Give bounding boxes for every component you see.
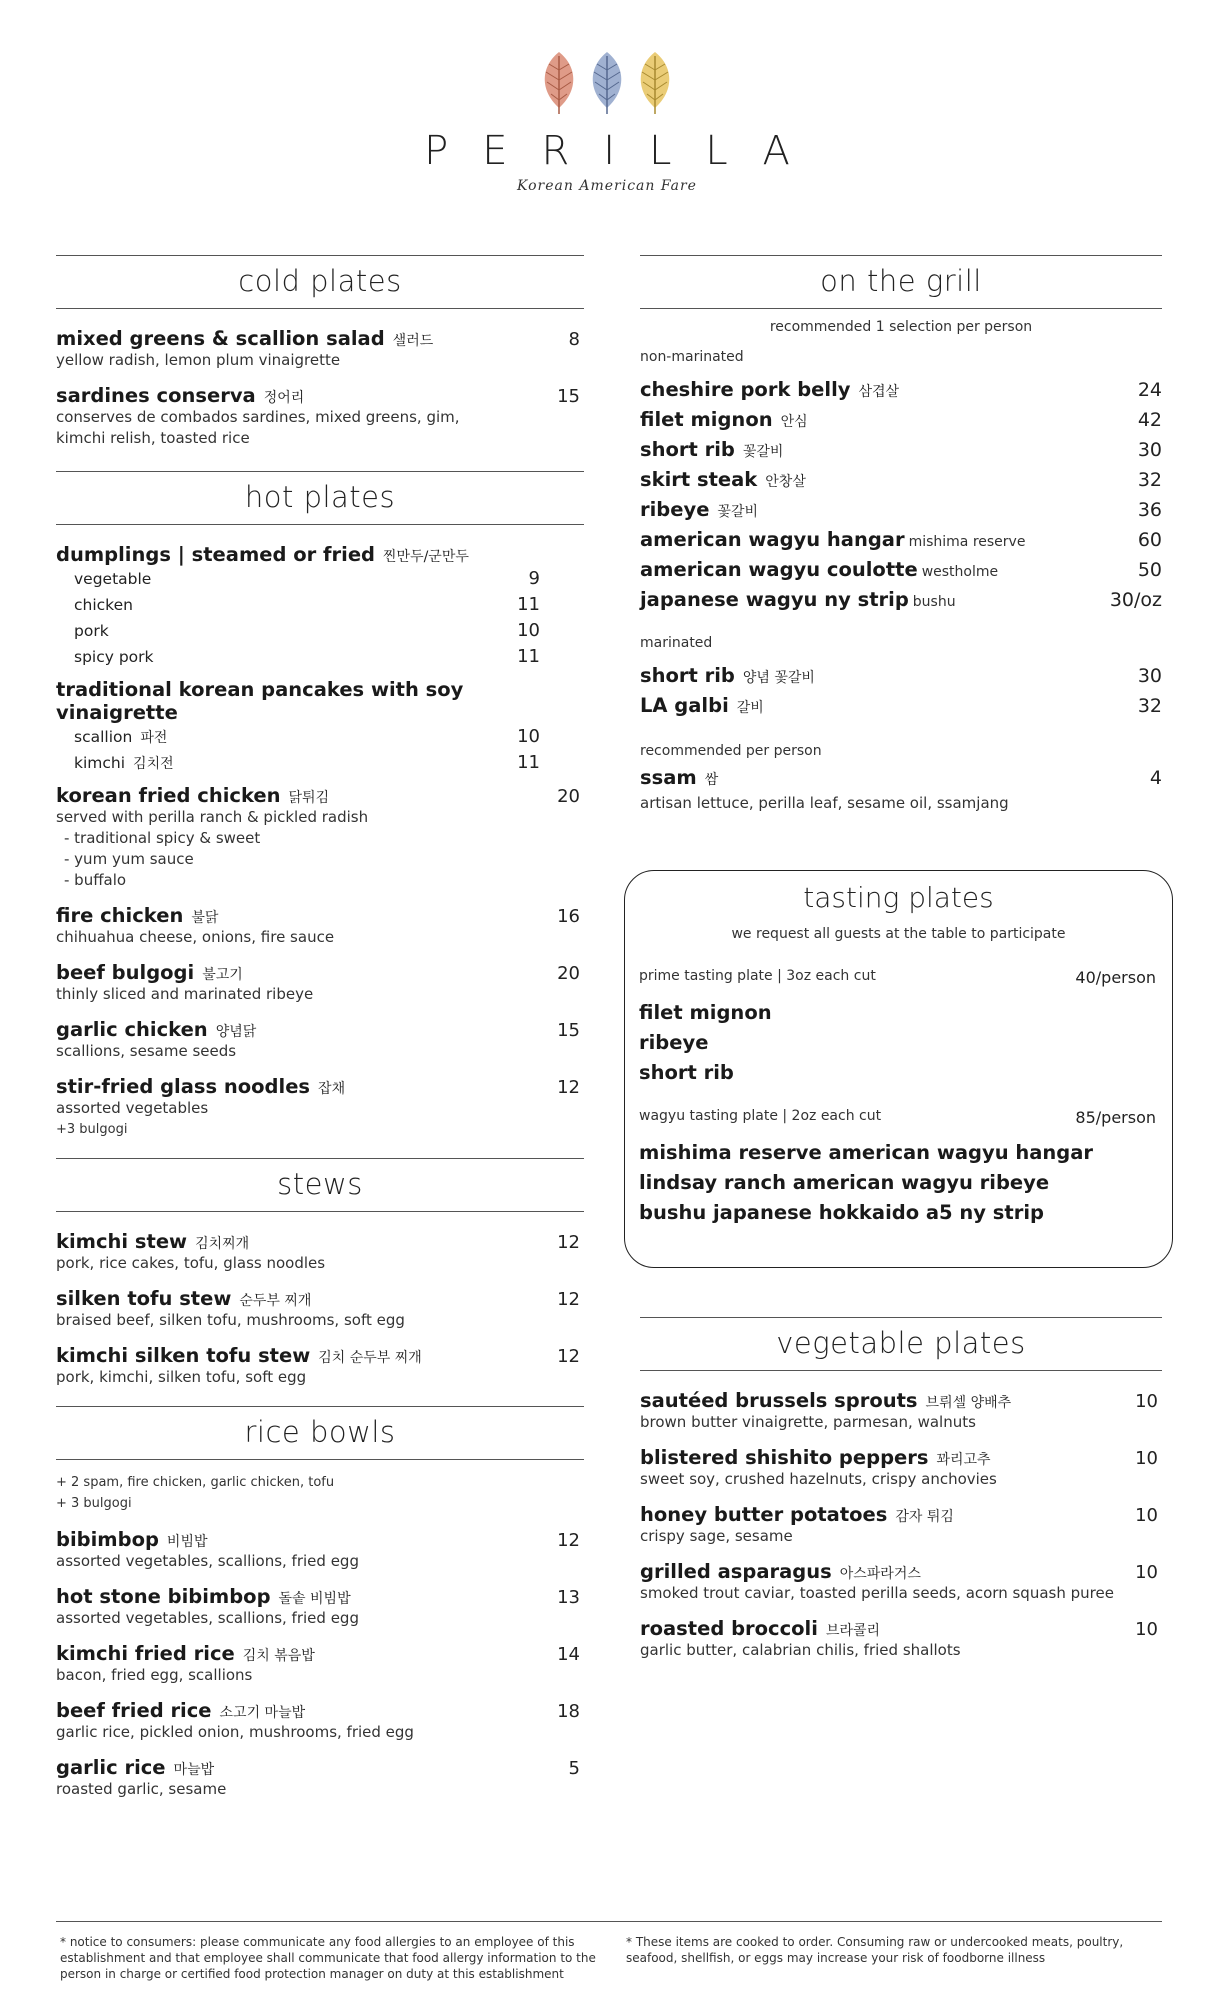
tasting-plate-header <box>639 1108 1158 1127</box>
item-korean-name: 브뤼셀 양배추 <box>925 1395 1012 1411</box>
item-name: sautéed brussels sprouts <box>640 1389 918 1412</box>
item-korean-name: 꽃갈비 <box>742 444 784 460</box>
right-column <box>640 255 1162 814</box>
grill-item <box>640 405 1162 435</box>
item-name: short rib <box>640 664 735 687</box>
item-korean-name: 닭튀김 <box>288 790 330 806</box>
item-price: 12 <box>557 1077 580 1098</box>
menu-item <box>56 327 584 371</box>
item-price: 50 <box>1137 559 1162 581</box>
item-description: artisan lettuce, perilla leaf, sesame oil, ssamjang <box>640 794 1009 812</box>
item-price: 32 <box>1137 469 1162 491</box>
item-name: beef fried rice <box>56 1699 212 1722</box>
footer <box>56 1921 1162 1981</box>
option-row <box>56 618 544 644</box>
item-name: sardines conserva <box>56 384 256 407</box>
tasting-plate-price: 40/person <box>1075 968 1156 987</box>
item-description: thinly sliced and marinated ribeye <box>56 985 314 1003</box>
menu-item <box>56 1699 584 1743</box>
item-addon: +3 bulgogi <box>56 1122 128 1137</box>
allergy-notice: * notice to consumers: please communicate any food allergies to an employee of this establishment and that employee shall communicate that food allergy information to the person in charge or certified food protection manager on duty at this establishment <box>60 1935 596 1981</box>
option-label: spicy pork <box>74 648 154 666</box>
sauce-option: - yum yum sauce <box>64 850 194 868</box>
sauce-option: - buffalo <box>64 871 127 889</box>
item-price: 30 <box>1137 439 1162 461</box>
item-description: garlic rice, pickled onion, mushrooms, fried egg <box>56 1723 414 1741</box>
item-description: assorted vegetables, scallions, fried egg <box>56 1552 359 1570</box>
item-korean-name: 김치 볶음밥 <box>242 1648 315 1664</box>
option-price: 10 <box>517 620 540 641</box>
item-description: pork, rice cakes, tofu, glass noodles <box>56 1254 326 1272</box>
blue-leaf-icon <box>585 50 629 116</box>
menu-item <box>640 1389 1162 1433</box>
section-title-on-the-grill: on the grill <box>640 255 1162 309</box>
item-name: silken tofu stew <box>56 1287 232 1310</box>
item-name: mixed greens & scallion salad <box>56 327 385 350</box>
grill-item <box>640 661 1162 691</box>
tasting-subtitle: we request all guests at the table to participate <box>731 926 1066 942</box>
item-korean-name: 양념 꽃갈비 <box>742 670 815 686</box>
item-name: honey butter potatoes <box>640 1503 888 1526</box>
option-label: scallion <box>74 728 133 746</box>
item-korean-name: 비빔밥 <box>166 1534 208 1550</box>
option-korean-name: 파전 <box>140 730 168 746</box>
item-price: 24 <box>1137 379 1162 401</box>
item-korean-name: 꽃갈비 <box>717 504 758 520</box>
group-label-per-person: recommended per person <box>640 743 822 759</box>
tasting-plate-label: wagyu tasting plate | 2oz each cut <box>639 1108 882 1124</box>
sauce-option: - traditional spicy & sweet <box>64 829 261 847</box>
item-name: stir-fried glass noodles <box>56 1075 311 1098</box>
logo <box>0 50 1214 122</box>
tasting-cut: mishima reserve american wagyu hangar <box>639 1141 1094 1164</box>
vegetable-plates-list <box>640 1371 1162 1661</box>
item-description: smoked trout caviar, toasted perilla seeds, acorn squash puree <box>640 1584 1114 1602</box>
menu-item <box>56 1018 584 1062</box>
menu-item <box>56 961 584 1005</box>
item-name: kimchi silken tofu stew <box>56 1344 311 1367</box>
addon-line: + 2 spam, fire chicken, garlic chicken, tofu <box>56 1475 335 1490</box>
option-label: kimchi <box>74 754 126 772</box>
menu-item-fried-chicken <box>56 784 584 891</box>
item-korean-name: 찐만두/군만두 <box>383 549 469 565</box>
grill-item <box>640 585 1162 615</box>
item-korean-name: 안창살 <box>765 474 806 490</box>
item-source: mishima reserve <box>908 534 1026 550</box>
hot-plates-list <box>56 525 584 1140</box>
option-row <box>56 644 544 670</box>
item-korean-name: 불닭 <box>191 910 219 926</box>
item-description: pork, kimchi, silken tofu, soft egg <box>56 1368 307 1386</box>
menu-item <box>640 1560 1162 1604</box>
tasting-cut: filet mignon <box>639 1001 772 1024</box>
item-korean-name: 돌솥 비빔밥 <box>278 1591 351 1607</box>
item-price: 12 <box>557 1232 580 1253</box>
item-name: garlic chicken <box>56 1018 208 1041</box>
item-name: dumplings | steamed or fried <box>56 543 376 566</box>
menu-item <box>56 384 584 449</box>
section-title-vegetable-plates: vegetable plates <box>640 1317 1162 1371</box>
item-name: korean fried chicken <box>56 784 281 807</box>
option-price: 10 <box>517 726 540 747</box>
tasting-cut: short rib <box>639 1061 734 1084</box>
section-title-cold-plates: cold plates <box>56 255 584 309</box>
item-korean-name: 갈비 <box>736 700 764 716</box>
item-name: grilled asparagus <box>640 1560 832 1583</box>
item-name: filet mignon <box>640 408 773 431</box>
item-description: chihuahua cheese, onions, fire sauce <box>56 928 335 946</box>
item-price: 5 <box>568 1758 580 1779</box>
item-price: 15 <box>557 386 580 407</box>
item-price: 32 <box>1137 695 1162 717</box>
item-korean-name: 감자 튀김 <box>895 1509 954 1525</box>
item-price: 30/oz <box>1109 589 1162 611</box>
menu-item-pancakes <box>56 678 584 776</box>
item-price: 8 <box>568 329 580 350</box>
option-label: pork <box>74 622 109 640</box>
option-price: 9 <box>528 568 540 589</box>
stews-list <box>56 1212 584 1388</box>
group-label-non-marinated: non-marinated <box>640 349 744 365</box>
item-description: brown butter vinaigrette, parmesan, walnuts <box>640 1413 976 1431</box>
item-korean-name: 안심 <box>780 414 808 430</box>
item-korean-name: 불고기 <box>202 967 243 983</box>
addon-line: + 3 bulgogi <box>56 1496 132 1511</box>
item-price: 60 <box>1137 529 1162 551</box>
grill-item <box>640 555 1162 585</box>
menu-item <box>56 1230 584 1274</box>
menu-item <box>56 1585 584 1629</box>
option-row <box>56 750 544 776</box>
item-name: beef bulgogi <box>56 961 195 984</box>
item-description: garlic butter, calabrian chilis, fried shallots <box>640 1641 961 1659</box>
raw-food-warning: * These items are cooked to order. Consuming raw or undercooked meats, poultry, seafood, shellfish, or eggs may increase your risk of foodborne illness <box>626 1935 1124 1965</box>
item-name: ssam <box>640 766 697 789</box>
grill-item <box>640 763 1162 793</box>
item-description: bacon, fried egg, scallions <box>56 1666 253 1684</box>
grill-item <box>640 691 1162 721</box>
section-title-tasting-plates: tasting plates <box>803 881 994 914</box>
item-source: bushu <box>912 594 956 610</box>
item-name: roasted broccoli <box>640 1617 818 1640</box>
menu-item <box>56 904 584 948</box>
cold-plates-list <box>56 309 584 449</box>
tasting-cut: ribeye <box>639 1031 709 1054</box>
item-korean-name: 꽈리고추 <box>936 1452 991 1468</box>
option-row <box>56 724 544 750</box>
grill-item <box>640 465 1162 495</box>
section-title-hot-plates: hot plates <box>56 471 584 525</box>
item-name: skirt steak <box>640 468 758 491</box>
item-price: 15 <box>557 1020 580 1041</box>
item-name: japanese wagyu ny strip <box>640 588 909 611</box>
yellow-leaf-icon <box>633 50 677 116</box>
item-korean-name: 양념닭 <box>215 1024 257 1040</box>
tasting-cut: lindsay ranch american wagyu ribeye <box>639 1171 1050 1194</box>
menu-item <box>640 1503 1162 1547</box>
red-leaf-icon <box>537 50 581 116</box>
item-korean-name: 마늘밥 <box>173 1762 215 1778</box>
menu-item <box>56 1287 584 1331</box>
item-description: roasted garlic, sesame <box>56 1780 227 1798</box>
tasting-plate-header <box>639 968 1158 987</box>
grill-item <box>640 375 1162 405</box>
ssam-item <box>640 763 1162 814</box>
item-name: american wagyu hangar <box>640 528 905 551</box>
item-name: traditional korean pancakes with soy vinaigrette <box>56 678 464 724</box>
item-name: LA galbi <box>640 694 729 717</box>
item-price: 12 <box>557 1289 580 1310</box>
item-korean-name: 잡채 <box>318 1081 346 1097</box>
item-price: 10 <box>1135 1391 1158 1412</box>
item-price: 30 <box>1137 665 1162 687</box>
item-price: 10 <box>1135 1619 1158 1640</box>
menu-item <box>56 1756 584 1800</box>
item-korean-name: 정어리 <box>263 390 305 406</box>
item-price: 36 <box>1137 499 1162 521</box>
item-price: 12 <box>557 1530 580 1551</box>
tasting-plates-box <box>624 870 1173 1268</box>
item-price: 16 <box>557 906 580 927</box>
marinated-list <box>640 661 1162 721</box>
grill-subtitle: recommended 1 selection per person <box>769 319 1033 335</box>
item-name: american wagyu coulotte <box>640 558 918 581</box>
grill-item <box>640 495 1162 525</box>
item-price: 20 <box>557 963 580 984</box>
item-name: ribeye <box>640 498 710 521</box>
item-name: short rib <box>640 438 735 461</box>
menu-header <box>0 50 1214 194</box>
item-korean-name: 샐러드 <box>392 333 434 349</box>
item-description: conserves de combados sardines, mixed greens, gim, kimchi relish, toasted rice <box>56 408 460 447</box>
vegetable-plates-section <box>640 1317 1162 1674</box>
item-price: 13 <box>557 1587 580 1608</box>
item-price: 10 <box>1135 1448 1158 1469</box>
menu-item <box>640 1617 1162 1661</box>
item-price: 42 <box>1137 409 1162 431</box>
item-price: 10 <box>1135 1505 1158 1526</box>
item-name: bibimbop <box>56 1528 159 1551</box>
item-price: 4 <box>1149 767 1162 789</box>
item-name: kimchi fried rice <box>56 1642 235 1665</box>
section-title-rice-bowls: rice bowls <box>56 1406 584 1460</box>
item-description: assorted vegetables <box>56 1099 209 1117</box>
tasting-plate-price: 85/person <box>1075 1108 1156 1127</box>
item-price: 20 <box>557 786 580 807</box>
item-korean-name: 김치 순두부 찌개 <box>318 1350 422 1366</box>
item-description: scallions, sesame seeds <box>56 1042 237 1060</box>
menu-item <box>56 1075 584 1140</box>
item-korean-name: 삼겹살 <box>858 384 900 400</box>
menu-item <box>56 1642 584 1686</box>
item-korean-name: 아스파라거스 <box>839 1566 921 1582</box>
item-description: yellow radish, lemon plum vinaigrette <box>56 351 341 369</box>
option-label: chicken <box>74 596 133 614</box>
option-korean-name: 김치전 <box>133 756 174 772</box>
item-korean-name: 브라콜리 <box>825 1623 881 1639</box>
item-price: 10 <box>1135 1562 1158 1583</box>
non-marinated-list <box>640 375 1162 615</box>
rice-bowls-list <box>56 1460 584 1800</box>
item-name: cheshire pork belly <box>640 378 851 401</box>
item-korean-name: 소고기 마늘밥 <box>219 1705 306 1721</box>
item-description: crispy sage, sesame <box>640 1527 793 1545</box>
menu-item <box>56 1528 584 1572</box>
option-row <box>56 566 544 592</box>
item-name: hot stone bibimbop <box>56 1585 271 1608</box>
item-korean-name: 쌈 <box>704 772 719 788</box>
item-description: assorted vegetables, scallions, fried egg <box>56 1609 359 1627</box>
item-korean-name: 김치찌개 <box>195 1236 250 1252</box>
item-price: 14 <box>557 1644 580 1665</box>
option-row <box>56 592 544 618</box>
item-price: 18 <box>557 1701 580 1722</box>
item-korean-name: 순두부 찌개 <box>239 1293 312 1309</box>
menu-item-dumplings <box>56 543 584 670</box>
item-name: garlic rice <box>56 1756 166 1779</box>
section-title-stews: stews <box>56 1158 584 1212</box>
tasting-cut: bushu japanese hokkaido a5 ny strip <box>639 1201 1044 1224</box>
grill-item <box>640 525 1162 555</box>
menu-item <box>56 1344 584 1388</box>
restaurant-tagline: Korean American Fare <box>517 178 697 194</box>
option-price: 11 <box>517 646 540 667</box>
item-price: 12 <box>557 1346 580 1367</box>
tasting-plate-label: prime tasting plate | 3oz each cut <box>639 968 876 984</box>
left-column <box>56 255 584 1813</box>
item-name: kimchi stew <box>56 1230 188 1253</box>
item-description: braised beef, silken tofu, mushrooms, soft egg <box>56 1311 405 1329</box>
menu-item <box>640 1446 1162 1490</box>
item-name: blistered shishito peppers <box>640 1446 929 1469</box>
item-description: served with perilla ranch & pickled radish <box>56 808 369 826</box>
option-price: 11 <box>517 594 540 615</box>
restaurant-name: PERILLA <box>424 128 824 174</box>
option-price: 11 <box>517 752 540 773</box>
item-name: fire chicken <box>56 904 184 927</box>
grill-item <box>640 435 1162 465</box>
item-description: sweet soy, crushed hazelnuts, crispy anchovies <box>640 1470 997 1488</box>
option-label: vegetable <box>74 570 152 588</box>
item-source: westholme <box>921 564 999 580</box>
group-label-marinated: marinated <box>640 635 713 651</box>
